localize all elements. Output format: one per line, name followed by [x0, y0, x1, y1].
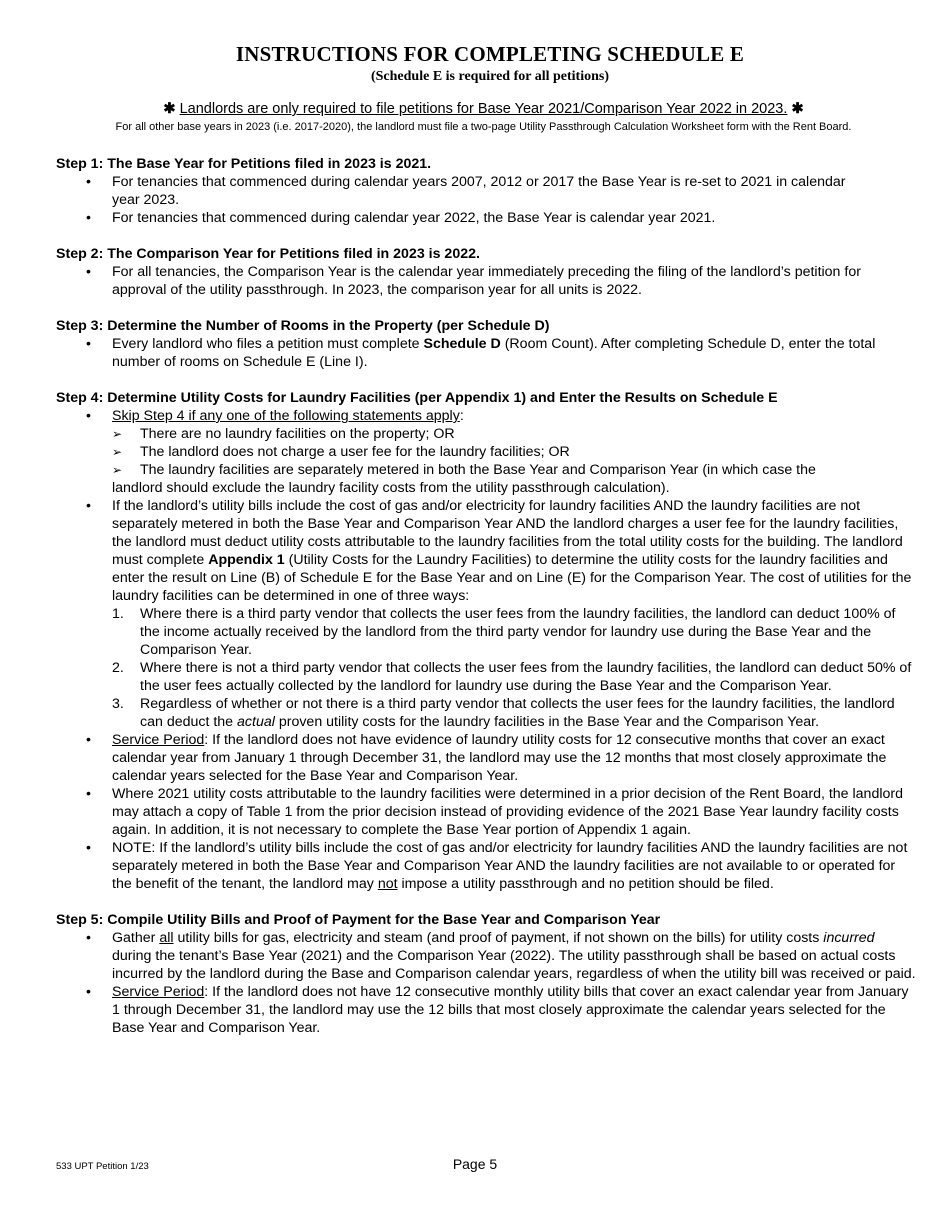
form-id: 533 UPT Petition 1/23	[56, 1161, 149, 1172]
text-run-italic: actual	[237, 714, 275, 730]
text-run: If the landlord’s utility bills include the cost of gas and/or electricity for laundry facilities AND the laundry facilities are not separately metered in both the Base Year and Comparison Year AND the landlord charges a user fee for the laundry facilities, the landlord must deduct utility costs attributable to the laundry facilities from the total utility costs for the building. The landlord must complete	[112, 498, 903, 568]
text-run: (Room Count). After completing Schedule D, enter the total number of rooms on Schedule E (Line I).	[112, 336, 876, 370]
step-4-heading: Step 4: Determine Utility Costs for Laundry Facilities (per Appendix 1) and Enter the Results on Schedule E	[56, 390, 778, 406]
text-run: impose a utility passthrough and no petition should be filed.	[397, 876, 774, 892]
text-run-underline: Service Period	[112, 984, 205, 1000]
text-run-bold: Appendix 1	[208, 552, 285, 568]
list-item: ➢ The landlord does not charge a user fee for the laundry facilities; OR	[140, 443, 916, 461]
list-item	[112, 605, 916, 659]
list-number: 2.	[112, 660, 124, 676]
list-item	[112, 497, 916, 731]
text-run-italic: incurred	[823, 930, 875, 946]
list-number: 3.	[112, 696, 124, 712]
text-run: Gather	[112, 930, 160, 946]
list-number: 1.	[112, 606, 124, 622]
list-item-continuation: landlord should exclude the laundry facility costs from the utility passthrough calculation).	[112, 480, 670, 496]
list-item: • For tenancies that commenced during calendar years 2007, 2012 or 2017 the Base Year is re-set to 2021 in calendar year 2023.	[112, 173, 916, 209]
text-run: Every landlord who files a petition must complete	[112, 336, 424, 352]
notice-line	[0, 101, 950, 117]
step-4	[56, 389, 916, 893]
step-1	[56, 155, 916, 227]
list-item	[112, 659, 916, 695]
text-run-bold: Schedule D	[423, 336, 501, 352]
notice-small-text: For all other base years in 2023 (i.e. 2017-2020), the landlord must file a two-page Utility Passthrough Calculation Worksheet form with the Rent Board.	[115, 121, 852, 133]
list-item: • For all tenancies, the Comparison Year is the calendar year immediately preceding the filing of the landlord’s petition for approval of the utility passthrough. In 2023, the comparison year for all units is 2022.	[112, 263, 916, 299]
list-item	[112, 983, 916, 1037]
text-run: : If the landlord does not have 12 consecutive monthly utility bills that cover an exact calendar year from January 1 through December 31, the landlord may use the 12 bills that most closely approximate the calendar years selected for the Base Year and Comparison Year.	[112, 984, 909, 1036]
list-item	[112, 695, 916, 731]
text-run: Where there is not a third party vendor that collects the user fees from the laundry facilities, the landlord can deduct 50% of the user fees actually collected by the landlord for laundry use during the Base Year and the Comparison Year.	[140, 660, 912, 694]
step-2	[56, 245, 916, 299]
text-run: NOTE: If the landlord’s utility bills include the cost of gas and/or electricity for laundry facilities AND the laundry facilities are not separately metered in both the Base Year and Comparison Year AND the laundry facilities are not available to or operated for the benefit of the tenant, the landlord may	[112, 840, 908, 892]
instructions-body	[56, 155, 916, 1055]
step-4-list	[56, 407, 916, 893]
text-run-underline: not	[377, 876, 398, 892]
asterisk-icon: ✱	[791, 101, 804, 117]
page-subtitle: (Schedule E is required for all petitions)	[370, 69, 609, 84]
step-2-heading: Step 2: The Comparison Year for Petitions filed in 2023 is 2022.	[56, 246, 480, 262]
notice-text: Landlords are only required to file petitions for Base Year 2021/Comparison Year 2022 in 2023.	[179, 101, 788, 117]
text-run-underline: Service Period	[112, 732, 205, 748]
text-run: Regardless of whether or not there is a third party vendor that collects the user fees for the laundry facilities, the landlord can deduct the	[140, 696, 895, 730]
step-3	[56, 317, 916, 371]
step-3-list	[56, 335, 916, 371]
page-number: Page 5	[452, 1156, 498, 1172]
text-run: during the tenant’s Base Year (2021) and the Comparison Year (2022). The utility passthrough shall be based on actual costs incurred by the landlord during the Base and Comparison calendar years, regardless of when the utility bill was received or paid.	[112, 948, 916, 982]
list-item	[112, 929, 916, 983]
list-item	[112, 335, 916, 371]
step-1-heading: Step 1: The Base Year for Petitions filed in 2023 is 2021.	[56, 156, 432, 172]
list-item	[112, 407, 916, 497]
text-run: utility bills for gas, electricity and steam (and proof of payment, if not shown on the bills) for utility costs	[173, 930, 824, 946]
step-1-list	[56, 173, 916, 227]
step-2-list	[56, 263, 916, 299]
step-5-heading: Step 5: Compile Utility Bills and Proof of Payment for the Base Year and Comparison Year	[56, 912, 661, 928]
list-item: ➢ The laundry facilities are separately metered in both the Base Year and Comparison Year (in which case the	[140, 461, 916, 479]
text-run-underline: all	[159, 930, 174, 946]
text-run-underline: Skip Step 4 if any one of the following statements apply	[112, 408, 460, 424]
list-item: • Where 2021 utility costs attributable to the laundry facilities were determined in a prior decision of the Rent Board, the landlord may attach a copy of Table 1 from the prior decision instead of providing evidence of the 2021 Base Year laundry facility costs again. In addition, it is not necessary to complete the Base Year portion of Appendix 1 again.	[112, 785, 916, 839]
list-item	[112, 731, 916, 785]
list-item: ➢ There are no laundry facilities on the property; OR	[140, 425, 916, 443]
page-title: INSTRUCTIONS FOR COMPLETING SCHEDULE E	[235, 42, 745, 66]
skip-conditions	[112, 425, 916, 479]
list-item: • For tenancies that commenced during calendar year 2022, the Base Year is calendar year 2021.	[112, 209, 916, 227]
asterisk-icon: ✱	[163, 101, 176, 117]
step-5	[56, 911, 916, 1037]
step-3-heading: Step 3: Determine the Number of Rooms in the Property (per Schedule D)	[56, 318, 550, 334]
text-run: : If the landlord does not have evidence of laundry utility costs for 12 consecutive months that cover an exact calendar year from January 1 through December 31, the landlord may use the 12 months that most closely approximate the calendar years selected for the Base Year and Comparison Year.	[112, 732, 887, 784]
text-run: (Utility Costs for the Laundry Facilities) to determine the utility costs for the laundry facilities and enter the result on Line (B) of Schedule E for the Base Year and on Line (E) for the Comparison Year. The cost of utilities for the laundry facilities can be determined in one of three ways:	[112, 552, 912, 604]
text-run: Where there is a third party vendor that collects the user fees from the laundry facilities, the landlord can deduct 100% of the income actually received by the landlord from the third party vendor for laundry use during the Base Year and the Comparison Year.	[140, 606, 896, 658]
list-item	[112, 839, 916, 893]
text-run: :	[459, 408, 464, 424]
step-5-list	[56, 929, 916, 1037]
text-run: proven utility costs for the laundry facilities in the Base Year and the Comparison Year.	[274, 714, 820, 730]
numbered-methods	[112, 605, 916, 731]
